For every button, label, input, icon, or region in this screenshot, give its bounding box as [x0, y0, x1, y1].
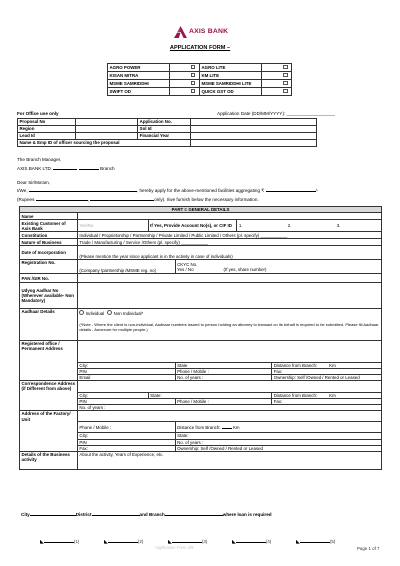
signature-arrow-icon: ◣	[168, 539, 172, 545]
product-checkbox[interactable]	[191, 73, 196, 78]
pan-field[interactable]	[77, 274, 381, 283]
reg-state[interactable]: State	[175, 363, 272, 369]
salutation: Dear Sir/Ma'am,	[17, 180, 51, 185]
product-checkbox-cell[interactable]	[169, 88, 199, 96]
reg-pin[interactable]: PIN	[77, 369, 175, 375]
aadhaar-field: Individual Non Individual* (*Note - Where the client is non-individual, Aadhaar numbers issued to person holding an attorney to transact on its behalf is required to be submitted. Please fill Aadhaar details - Annexure for multiple people.)	[77, 309, 381, 341]
name-label: Name	[20, 213, 78, 220]
part1-table	[19, 206, 382, 470]
reg-office-address[interactable]	[77, 341, 381, 363]
product-checkbox-cell[interactable]	[169, 64, 199, 72]
factory-pin[interactable]: PIN	[77, 439, 175, 445]
factory-city[interactable]: City:	[77, 433, 175, 439]
corr-distance[interactable]: Distance from Branch: Km	[272, 393, 382, 399]
corr-city[interactable]: City:	[77, 393, 148, 399]
product-checkbox[interactable]	[191, 65, 196, 70]
signature-marks	[40, 539, 370, 547]
form-title: APPLICATION FORM –	[169, 45, 231, 51]
udyog-field[interactable]	[77, 283, 381, 309]
factory-state[interactable]: State:	[175, 433, 381, 439]
product-row	[108, 72, 292, 80]
product-name: MSME SAMRIDDHI	[108, 80, 170, 88]
factory-ownership[interactable]: Ownership: Self /Owned / Rented or Leased	[175, 445, 381, 451]
office-label: Financial Year	[138, 133, 190, 140]
product-name: MSME SAMRIDDHI LITE	[199, 80, 261, 88]
office-row	[18, 126, 317, 133]
account-no-label: If Yes, Provide Account No(s), or CIF ID	[148, 220, 237, 232]
signature-mark-label: (5)	[329, 539, 336, 544]
office-label: Proposal No	[18, 119, 76, 126]
product-checkbox[interactable]	[191, 81, 196, 86]
corr-address[interactable]	[77, 381, 381, 393]
signature-arrow-icon: ◣	[40, 539, 44, 545]
signature-mark-label: (4)	[265, 539, 272, 544]
corr-years[interactable]: No. of years :	[77, 405, 381, 411]
product-checkbox[interactable]	[283, 73, 288, 78]
product-name: QUICK GST OD	[199, 88, 261, 96]
office-field[interactable]	[190, 119, 316, 126]
corr-fax[interactable]: Fax:	[272, 399, 382, 405]
signature-mark	[296, 539, 335, 546]
officer-label: Name & Emp ID of officer sourcing the proposal	[18, 140, 191, 147]
reg-phone[interactable]: Phone / Mobile :	[175, 369, 272, 375]
registration-field[interactable]: (Company /partnership /MSME reg. no)	[77, 260, 175, 274]
signature-mark	[232, 539, 271, 546]
aadhaar-note: (*Note - Where the client is non-individual, Aadhaar numbers issued to person holding an attorney to transact on its behalf is required to be submitted. Please fill Aadhaar details - Annexure for multiple people.)	[79, 322, 379, 332]
part1-header: PART I: GENERAL DETAILS	[20, 207, 382, 213]
reg-city[interactable]: City:	[77, 363, 175, 369]
office-field[interactable]	[190, 133, 316, 140]
business-details-field[interactable]: About the activity, Years of Experience, etc.	[77, 451, 381, 469]
reg-distance[interactable]: Distance from Branch: Km	[272, 363, 382, 369]
corr-state[interactable]: State:	[148, 393, 272, 399]
office-label: Region	[18, 126, 76, 133]
constitution-options[interactable]: Individual / Proprietorship / Partnership / Private Limited / Public Limited / Others (pl. specify) ___________	[77, 232, 381, 239]
product-name: KM LITE	[199, 72, 261, 80]
signature-mark-label: (3)	[201, 539, 208, 544]
product-checkbox-cell[interactable]	[261, 64, 292, 72]
product-checkbox-cell[interactable]	[261, 80, 292, 88]
page-number: Page 1 of 7	[357, 546, 380, 551]
office-field[interactable]	[75, 119, 137, 126]
aadhaar-label: Aadhaar Details	[20, 309, 78, 341]
account-numbers[interactable]: 1. 2. 3.	[237, 220, 382, 232]
constitution-label: Constitution	[20, 232, 78, 239]
reg-years[interactable]: No. of years :	[175, 375, 272, 381]
product-row	[108, 64, 292, 72]
product-row	[108, 88, 292, 96]
product-name: AGRO POWER	[108, 64, 170, 72]
individual-checkbox[interactable]	[79, 310, 84, 315]
reg-email[interactable]: Email	[77, 375, 175, 381]
signature-mark-label: (2)	[137, 539, 144, 544]
axis-bank-logo	[174, 26, 232, 40]
factory-address[interactable]	[77, 411, 381, 422]
product-name: SWIFT OD	[108, 88, 170, 96]
factory-years[interactable]: No. of years :	[175, 439, 381, 445]
product-name: KISAN MITRA	[108, 72, 170, 80]
office-field[interactable]	[75, 133, 137, 140]
brand-name: AXIS BANK	[189, 28, 229, 35]
signature-mark-label: (1)	[73, 539, 80, 544]
signature-mark	[104, 539, 143, 546]
letter-line-1: I/We, , hereby apply for the above-mentioned facilities aggregating ₹ /-	[17, 188, 319, 193]
reg-office-label: Registered office / Permanent Address	[20, 341, 78, 381]
incorporation-label: Date of Incorporation	[20, 246, 78, 260]
loan-location-line: City District and Branch where loan is required	[21, 512, 272, 517]
signature-arrow-icon: ◣	[232, 539, 236, 545]
corr-pin[interactable]: PIN	[77, 399, 175, 405]
product-checkbox-cell[interactable]	[261, 72, 292, 80]
product-checkbox-cell[interactable]	[169, 80, 199, 88]
corr-phone[interactable]: Phone / Mobile :	[175, 399, 272, 405]
non-individual-checkbox[interactable]	[107, 310, 112, 315]
pan-label: PAN /GIR No.	[20, 274, 78, 283]
letter-to-2: AXIS BANK LTD. Branch	[17, 166, 115, 171]
incorporation-field[interactable]: (Please mention the year since applicant is in the activity in case of individuals)	[77, 246, 381, 260]
letter-to-1: The Branch Manager,	[17, 157, 62, 162]
product-checkbox-cell[interactable]	[261, 88, 292, 96]
office-label: Application No.	[138, 119, 190, 126]
corr-label: Correspondence Address (if Different from above)	[20, 381, 78, 411]
signature-arrow-icon: ◣	[104, 539, 108, 545]
factory-phone[interactable]: Phone / Mobile :	[77, 422, 175, 433]
reg-ownership[interactable]: Ownership: Self /Owned / Rented or Leased	[272, 375, 382, 381]
ckyc-cell[interactable]: CKYC No. Yes / No (If yes, share number)	[175, 260, 381, 274]
office-label: Lead Id	[18, 133, 76, 140]
office-label: Sol Id	[138, 126, 190, 133]
name-field[interactable]	[77, 213, 381, 220]
product-checkbox[interactable]	[283, 89, 288, 94]
officer-field[interactable]	[190, 140, 316, 147]
product-row	[108, 80, 292, 88]
office-field[interactable]	[75, 126, 137, 133]
product-checkbox[interactable]	[283, 65, 288, 70]
office-field[interactable]	[190, 126, 316, 133]
office-table	[17, 118, 317, 147]
factory-label: Address of the Factory/ Unit	[20, 411, 78, 451]
udyog-label: Udyog Aadhar No (Wherever available- Non Mandatory)	[20, 283, 78, 309]
registration-label: Registration No.	[20, 260, 78, 274]
product-checkbox[interactable]	[283, 81, 288, 86]
factory-distance[interactable]: Distance from Branch: Km	[175, 422, 381, 433]
existing-customer-yes-no[interactable]: Yes/No	[77, 220, 148, 232]
business-details-label: Details of the Business activity	[20, 451, 78, 469]
footer-watermark: Application Form 4/9	[155, 545, 194, 550]
reg-fax[interactable]: Fax:	[272, 369, 382, 375]
product-name: AGRO LITE	[199, 64, 261, 72]
nature-options[interactable]: Trade / Manufacturing / Service /Others (pl. specify) ___________	[77, 239, 381, 246]
product-checkbox[interactable]	[191, 89, 196, 94]
office-row	[18, 133, 317, 140]
letter-line-2: (Rupees , only). I/we furnish below the necessary information.	[17, 197, 259, 202]
existing-customer-label: Existing Customer of Axis Bank	[20, 220, 78, 232]
signature-arrow-icon: ◣	[296, 539, 300, 545]
product-checkbox-cell[interactable]	[169, 72, 199, 80]
office-use-label: For Office use only	[17, 111, 59, 116]
axis-logo-icon	[174, 26, 187, 38]
office-row	[18, 119, 317, 126]
nature-label: Nature of Business	[20, 239, 78, 246]
product-table	[107, 63, 292, 96]
application-date: Application Date (DD/MM/YYYY): ___________________	[217, 111, 335, 116]
factory-fax[interactable]: Fax:	[77, 445, 175, 451]
signature-mark	[40, 539, 79, 546]
office-officer-row	[18, 140, 317, 147]
